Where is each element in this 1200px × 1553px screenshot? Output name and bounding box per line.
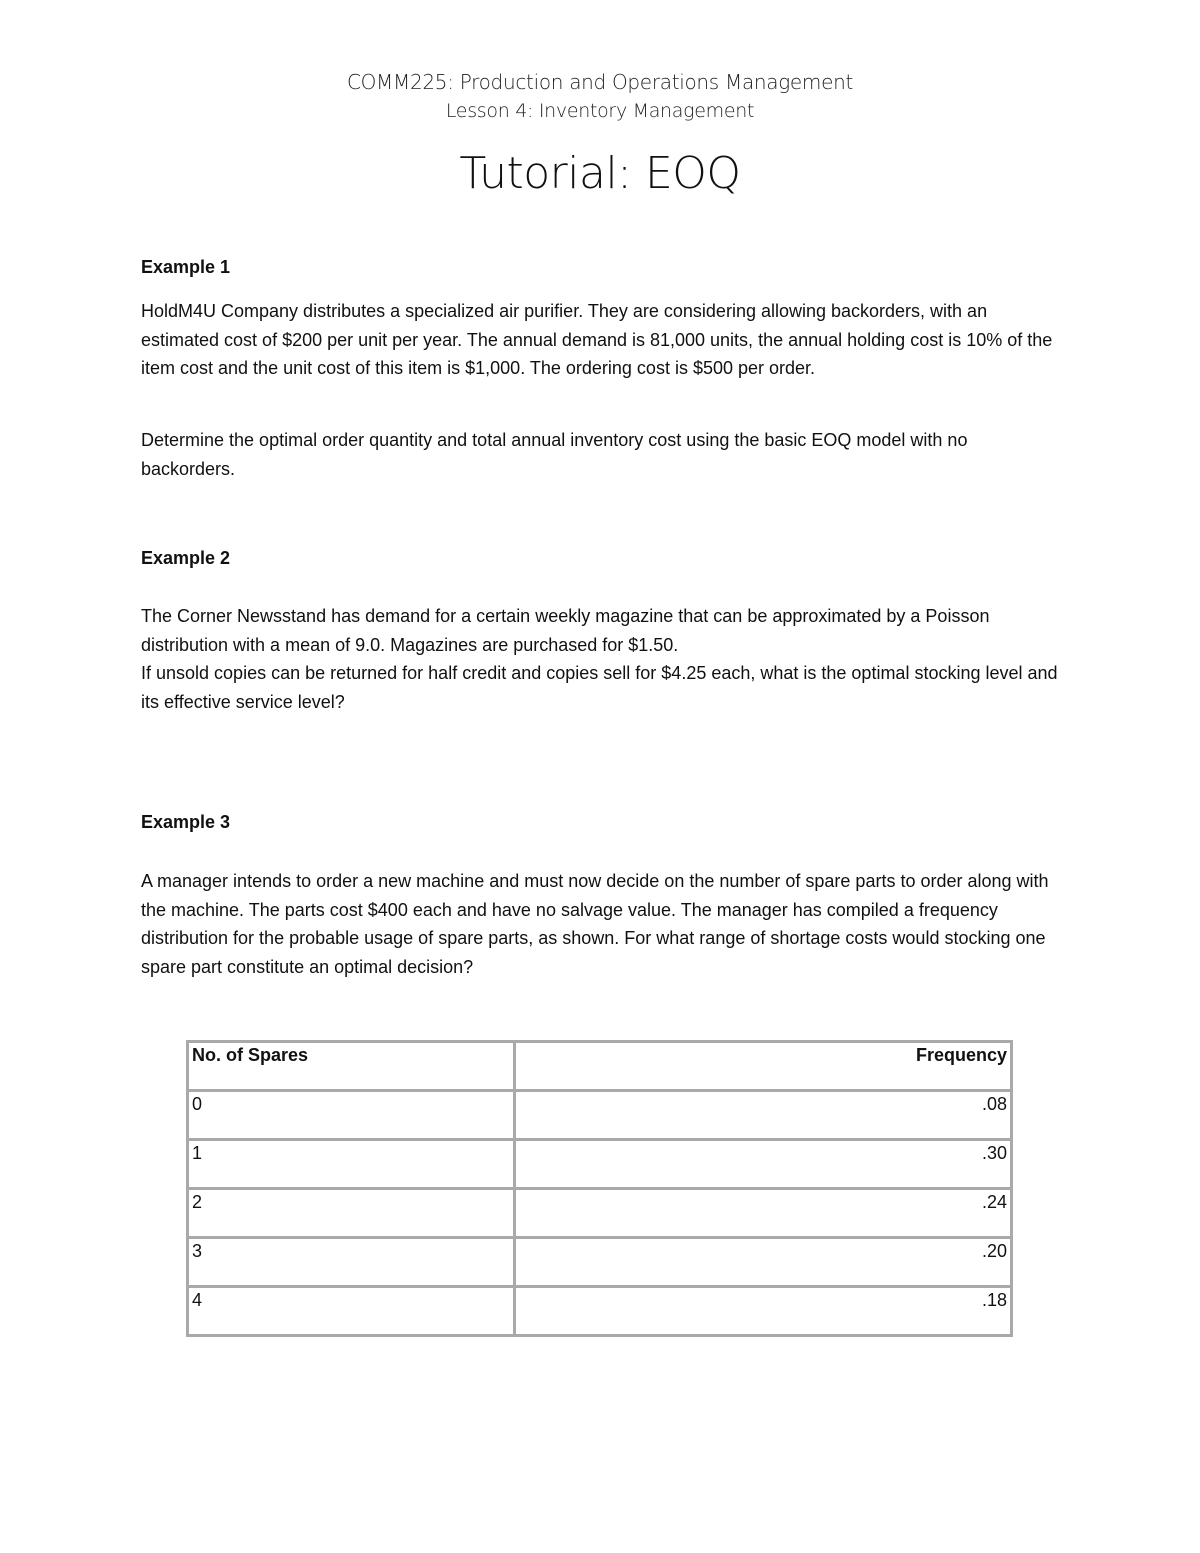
example-1-heading: Example 1 [141,257,231,277]
spares-cell: 2 [188,1189,515,1238]
spares-cell: 3 [188,1238,515,1287]
header-no-of-spares: No. of Spares [188,1042,515,1091]
example-3-paragraph-1: A manager intends to order a new machine and must now decide on the number of spare parts to order along with the machine. The parts cost $400 each and have no salvage value. The manager has compiled a frequency distribution for the probable usage of spare parts, as shown. For what range of shortage costs would stocking one spare part constitute an optimal decision? [141,871,1049,977]
frequency-cell: .08 [515,1091,1012,1140]
header-frequency: Frequency [515,1042,1012,1091]
spares-cell: 4 [188,1287,515,1336]
page-title: Tutorial: EOQ [459,148,741,199]
table-row [188,1091,1012,1140]
example-2-heading: Example 2 [141,548,231,568]
table-row [188,1140,1012,1189]
frequency-cell: .30 [515,1140,1012,1189]
course-title: COMM225: Production and Operations Management [346,70,854,94]
table-header-row [188,1042,1012,1091]
spares-frequency-table [186,1040,1013,1337]
frequency-cell: .18 [515,1287,1012,1336]
table-row [188,1238,1012,1287]
frequency-cell: .24 [515,1189,1012,1238]
spares-cell: 0 [188,1091,515,1140]
table-row [188,1287,1012,1336]
example-2-paragraph-1: The Corner Newsstand has demand for a certain weekly magazine that can be approximated by a Poisson distribution with a mean of 9.0. Magazines are purchased for $1.50. [141,606,990,655]
example-1-paragraph-1: HoldM4U Company distributes a specialized air purifier. They are considering allowing backorders, with an estimated cost of $200 per unit per year. The annual demand is 81,000 units, the annual holding cost is 10% of the item cost and the unit cost of this item is $1,000. The ordering cost is $500 per order. [141,301,1053,378]
spares-cell: 1 [188,1140,515,1189]
example-2-paragraph-2: If unsold copies can be returned for half credit and copies sell for $4.25 each, what is the optimal stocking level and its effective service level? [141,663,1058,712]
example-3-heading: Example 3 [141,812,231,832]
table-row [188,1189,1012,1238]
lesson-title: Lesson 4: Inventory Management [445,100,755,122]
example-1-paragraph-2: Determine the optimal order quantity and total annual inventory cost using the basic EOQ model with no backorders. [141,430,968,479]
frequency-cell: .20 [515,1238,1012,1287]
